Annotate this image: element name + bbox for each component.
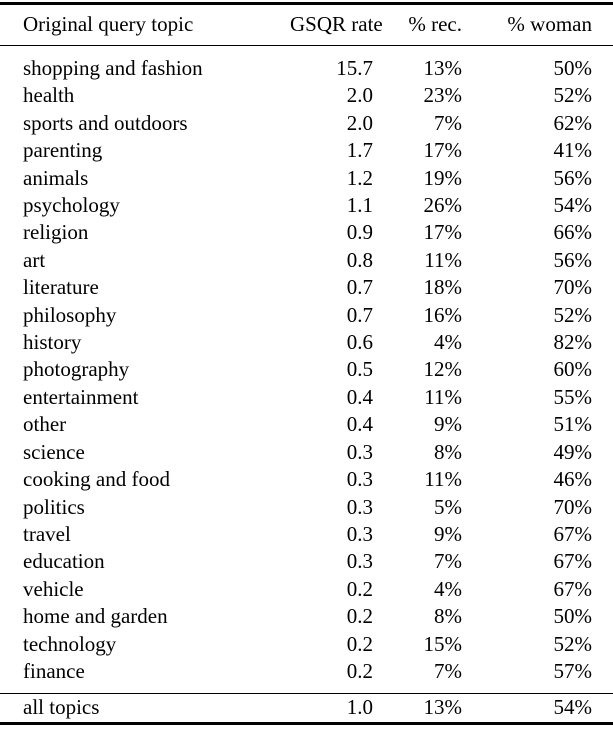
cell-pct-woman: 52% bbox=[553, 83, 592, 108]
cell-gsqr-rate: 0.3 bbox=[346, 494, 373, 519]
table-row bbox=[0, 384, 613, 411]
cell-pct-rec: 7% bbox=[434, 549, 462, 574]
table-row bbox=[0, 494, 613, 521]
cell-pct-rec: 12% bbox=[423, 357, 462, 382]
cell-pct-woman: 57% bbox=[553, 658, 592, 683]
cell-pct-woman: 41% bbox=[553, 138, 592, 163]
table-row bbox=[0, 603, 613, 630]
cell-pct-woman: 70% bbox=[553, 494, 592, 519]
cell-topic: psychology bbox=[23, 193, 120, 218]
cell-pct-woman: 82% bbox=[553, 330, 592, 355]
cell-pct-rec: 17% bbox=[423, 138, 462, 163]
cell-gsqr-rate: 0.2 bbox=[346, 658, 373, 683]
cell-topic: travel bbox=[23, 521, 71, 546]
cell-topic: home and garden bbox=[23, 604, 168, 629]
cell-topic: literature bbox=[23, 275, 99, 300]
cell-topic: science bbox=[23, 439, 85, 464]
cell-gsqr-rate: 0.7 bbox=[346, 302, 373, 327]
cell-gsqr-rate: 0.3 bbox=[346, 521, 373, 546]
header-row bbox=[0, 4, 613, 46]
cell-topic: philosophy bbox=[23, 302, 117, 327]
cell-pct-woman: 70% bbox=[553, 275, 592, 300]
cell-topic: technology bbox=[23, 631, 117, 656]
cell-pct-woman: 50% bbox=[553, 56, 592, 80]
cell-pct-woman: 54% bbox=[553, 193, 592, 218]
cell-pct-rec: 4% bbox=[434, 330, 462, 355]
cell-pct-rec: 15% bbox=[423, 631, 462, 656]
table-header bbox=[0, 4, 613, 46]
table-row bbox=[0, 356, 613, 383]
column-header-original-query-topic: Original query topic bbox=[0, 4, 290, 46]
cell-topic: other bbox=[23, 412, 67, 437]
cell-topic: parenting bbox=[23, 138, 103, 163]
cell-pct-woman: 67% bbox=[553, 521, 592, 546]
table-row bbox=[0, 521, 613, 548]
cell-pct-rec: 11% bbox=[424, 247, 462, 272]
cell-gsqr-rate: 1.7 bbox=[346, 138, 373, 163]
cell-pct-woman: 51% bbox=[553, 412, 592, 437]
cell-pct-woman: 62% bbox=[553, 110, 592, 135]
cell-pct-rec: 8% bbox=[434, 439, 462, 464]
cell-gsqr-rate: 0.9 bbox=[346, 220, 373, 245]
cell-pct-rec: 8% bbox=[434, 604, 462, 629]
cell-topic: history bbox=[23, 330, 82, 355]
table-row bbox=[0, 46, 613, 83]
cell-pct-rec: 13% bbox=[423, 56, 462, 80]
cell-pct-woman: 52% bbox=[553, 302, 592, 327]
cell-pct-woman: 67% bbox=[553, 549, 592, 574]
cell-pct-rec: 19% bbox=[423, 165, 462, 190]
table-row bbox=[0, 192, 613, 219]
cell-pct-rec: 23% bbox=[423, 83, 462, 108]
cell-pct-rec: 7% bbox=[434, 110, 462, 135]
cell-gsqr-rate: 0.4 bbox=[346, 384, 373, 409]
cell-topic: animals bbox=[23, 165, 89, 190]
cell-pct-rec: 7% bbox=[434, 658, 462, 683]
cell-gsqr-rate: 15.7 bbox=[336, 56, 373, 80]
cell-pct-rec: 4% bbox=[434, 576, 462, 601]
cell-gsqr-rate: 0.3 bbox=[346, 467, 373, 492]
cell-topic: photography bbox=[23, 357, 130, 382]
cell-pct-rec: 26% bbox=[423, 193, 462, 218]
cell-topic: education bbox=[23, 549, 105, 574]
cell-gsqr-rate: 1.1 bbox=[346, 193, 373, 218]
summary-cell-pct-rec: 13% bbox=[373, 694, 462, 723]
cell-pct-rec: 5% bbox=[434, 494, 462, 519]
cell-pct-woman: 52% bbox=[553, 631, 592, 656]
cell-gsqr-rate: 1.2 bbox=[346, 165, 373, 190]
table-footer bbox=[0, 694, 613, 723]
cell-pct-woman: 55% bbox=[553, 384, 592, 409]
cell-gsqr-rate: 2.0 bbox=[346, 110, 373, 135]
table-row bbox=[0, 274, 613, 301]
cell-pct-rec: 16% bbox=[423, 302, 462, 327]
cell-pct-rec: 18% bbox=[423, 275, 462, 300]
topics-statistics-table bbox=[0, 2, 613, 725]
cell-topic: religion bbox=[23, 220, 89, 245]
table-body bbox=[0, 46, 613, 694]
cell-gsqr-rate: 0.8 bbox=[346, 247, 373, 272]
cell-topic: vehicle bbox=[23, 576, 84, 601]
cell-topic: politics bbox=[23, 494, 85, 519]
cell-gsqr-rate: 0.5 bbox=[346, 357, 373, 382]
cell-topic: art bbox=[23, 247, 46, 272]
cell-topic: cooking and food bbox=[23, 467, 170, 492]
cell-pct-woman: 60% bbox=[553, 357, 592, 382]
table-row bbox=[0, 548, 613, 575]
cell-topic: finance bbox=[23, 658, 85, 683]
column-header-pct-woman: % woman bbox=[462, 4, 613, 46]
table-row bbox=[0, 576, 613, 603]
table-row bbox=[0, 631, 613, 658]
cell-gsqr-rate: 0.2 bbox=[346, 604, 373, 629]
cell-topic: shopping and fashion bbox=[23, 56, 203, 80]
summary-row bbox=[0, 694, 613, 723]
cell-pct-woman: 46% bbox=[553, 467, 592, 492]
cell-gsqr-rate: 0.3 bbox=[346, 439, 373, 464]
cell-pct-rec: 9% bbox=[434, 521, 462, 546]
table-row bbox=[0, 411, 613, 438]
cell-gsqr-rate: 2.0 bbox=[346, 83, 373, 108]
cell-pct-woman: 56% bbox=[553, 247, 592, 272]
cell-gsqr-rate: 0.2 bbox=[346, 576, 373, 601]
table-row bbox=[0, 247, 613, 274]
cell-pct-woman: 67% bbox=[553, 576, 592, 601]
cell-pct-rec: 17% bbox=[423, 220, 462, 245]
summary-cell-gsqr-rate: 1.0 bbox=[290, 694, 373, 723]
table-row bbox=[0, 329, 613, 356]
cell-gsqr-rate: 0.4 bbox=[346, 412, 373, 437]
table-row bbox=[0, 466, 613, 493]
cell-topic: health bbox=[23, 83, 75, 108]
table-row bbox=[0, 110, 613, 137]
column-header-gsqr-rate: GSQR rate bbox=[290, 4, 373, 46]
cell-pct-rec: 11% bbox=[424, 384, 462, 409]
cell-gsqr-rate: 0.2 bbox=[346, 631, 373, 656]
cell-topic: sports and outdoors bbox=[23, 110, 188, 135]
table-row bbox=[0, 82, 613, 109]
cell-pct-rec: 11% bbox=[424, 467, 462, 492]
column-header-pct-rec: % rec. bbox=[373, 4, 462, 46]
cell-pct-woman: 49% bbox=[553, 439, 592, 464]
cell-gsqr-rate: 0.7 bbox=[346, 275, 373, 300]
cell-pct-rec: 9% bbox=[434, 412, 462, 437]
cell-gsqr-rate: 0.6 bbox=[346, 330, 373, 355]
summary-cell-topic: all topics bbox=[0, 694, 290, 723]
cell-topic: entertainment bbox=[23, 384, 139, 409]
table-row bbox=[0, 219, 613, 246]
table-row bbox=[0, 658, 613, 694]
cell-pct-woman: 66% bbox=[553, 220, 592, 245]
cell-pct-woman: 56% bbox=[553, 165, 592, 190]
table-row bbox=[0, 439, 613, 466]
cell-pct-woman: 50% bbox=[553, 604, 592, 629]
table-row bbox=[0, 165, 613, 192]
cell-gsqr-rate: 0.3 bbox=[346, 549, 373, 574]
table-row bbox=[0, 302, 613, 329]
table-row bbox=[0, 137, 613, 164]
summary-cell-pct-woman: 54% bbox=[462, 694, 613, 723]
